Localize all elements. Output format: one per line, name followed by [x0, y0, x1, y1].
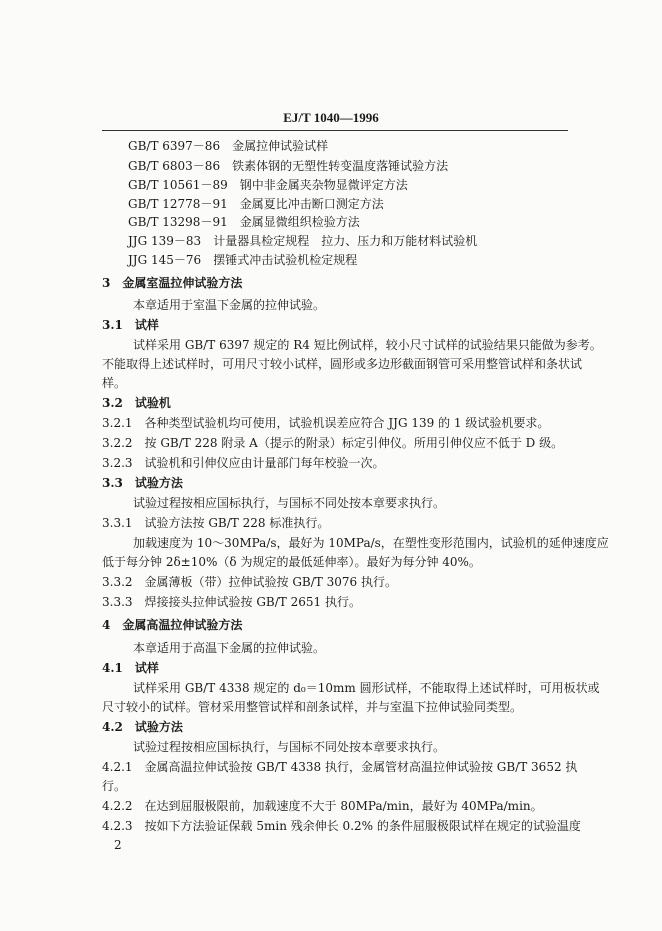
ref-item: GB/T 6803－86 铁素体钢的无塑性转变温度落锤试验方法	[128, 159, 449, 173]
clause: 3.2.2 按 GB/T 228 附录 A（提示的附录）标定引伸仪。所用引伸仪应不低于 D 级。	[102, 436, 564, 450]
clause: 3.3.3 焊接接头拉伸试验按 GB/T 2651 执行。	[102, 595, 361, 609]
clause: 4.2.3 按如下方法验证保载 5min 残余伸长 0.2% 的条件屈服极限试样在规定的试验温度	[102, 819, 581, 833]
paragraph: 加载速度为 10～30MPa/s，最好为 10MPa/s，在塑性变形范围内，试验机的延伸速度应	[133, 536, 609, 550]
ref-item: GB/T 6397－86 金属拉伸试验试样	[128, 139, 329, 153]
header-rule	[102, 130, 568, 131]
subsection-title: 3.1 试样	[102, 318, 159, 332]
paragraph: 试验过程按相应国标执行，与国标不同处按本章要求执行。	[133, 496, 446, 510]
clause: 3.2.3 试验机和引伸仪应由计量部门每年校验一次。	[102, 456, 385, 470]
ref-item: GB/T 13298－91 金属显微组织检验方法	[128, 215, 360, 229]
section-4-title: 4 金属高温拉伸试验方法	[102, 618, 243, 632]
clause: 3.2.1 各种类型试验机均可使用，试验机误差应符合 JJG 139 的 1 级试验机要求。	[102, 416, 550, 430]
page-number: 2	[114, 838, 122, 852]
clause: 行。	[102, 779, 127, 793]
paragraph: 低于每分钟 2δ±10%（δ 为规定的最低延伸率）。最好为每分钟 40%。	[102, 555, 481, 569]
ref-item: JJG 145－76 摆锤式冲击试验机检定规程	[128, 253, 358, 267]
ref-item: GB/T 12778－91 金属夏比冲击断口测定方法	[128, 197, 384, 211]
paragraph: 试样采用 GB/T 6397 规定的 R4 短比例试样，较小尺寸试样的试验结果只能做为参考。	[133, 338, 602, 352]
section-3-title: 3 金属室温拉伸试验方法	[102, 276, 243, 290]
subsection-title: 3.2 试验机	[102, 396, 171, 410]
clause: 4.2.1 金属高温拉伸试验按 GB/T 4338 执行，金属管材高温拉伸试验按 GB/T 3652 执	[102, 760, 578, 774]
clause: 3.3.2 金属薄板（带）拉伸试验按 GB/T 3076 执行。	[102, 575, 397, 589]
clause: 4.2.2 在达到屈服极限前，加载速度不大于 80MPa/min，最好为 40MPa/min。	[102, 799, 543, 813]
standard-header: EJ/T 1040—1996	[283, 110, 379, 125]
subsection-title: 4.2 试验方法	[102, 720, 183, 734]
ref-item: GB/T 10561－89 钢中非金属夹杂物显微评定方法	[128, 178, 408, 192]
paragraph: 本章适用于高温下金属的拉伸试验。	[133, 641, 326, 655]
clause: 3.3.1 试验方法按 GB/T 228 标准执行。	[102, 516, 330, 530]
paragraph: 本章适用于室温下金属的拉伸试验。	[133, 298, 326, 312]
ref-item: JJG 139－83 计量器具检定规程 拉力、压力和万能材料试验机	[128, 234, 478, 248]
paragraph: 试验过程按相应国标执行，与国标不同处按本章要求执行。	[133, 740, 446, 754]
paragraph: 试样采用 GB/T 4338 规定的 d₀＝10mm 圆形试样，不能取得上述试样时，可用板状或	[133, 681, 600, 695]
subsection-title: 4.1 试样	[102, 661, 159, 675]
paragraph: 尺寸较小的试样。管材采用整管试样和剖条试样，并与室温下拉伸试验同类型。	[102, 700, 523, 714]
paragraph: 样。	[102, 376, 127, 390]
subsection-title: 3.3 试验方法	[102, 476, 183, 490]
paragraph: 不能取得上述试样时，可用尺寸较小试样，圆形或多边形截面钢管可采用整管试样和条状试	[102, 357, 583, 371]
